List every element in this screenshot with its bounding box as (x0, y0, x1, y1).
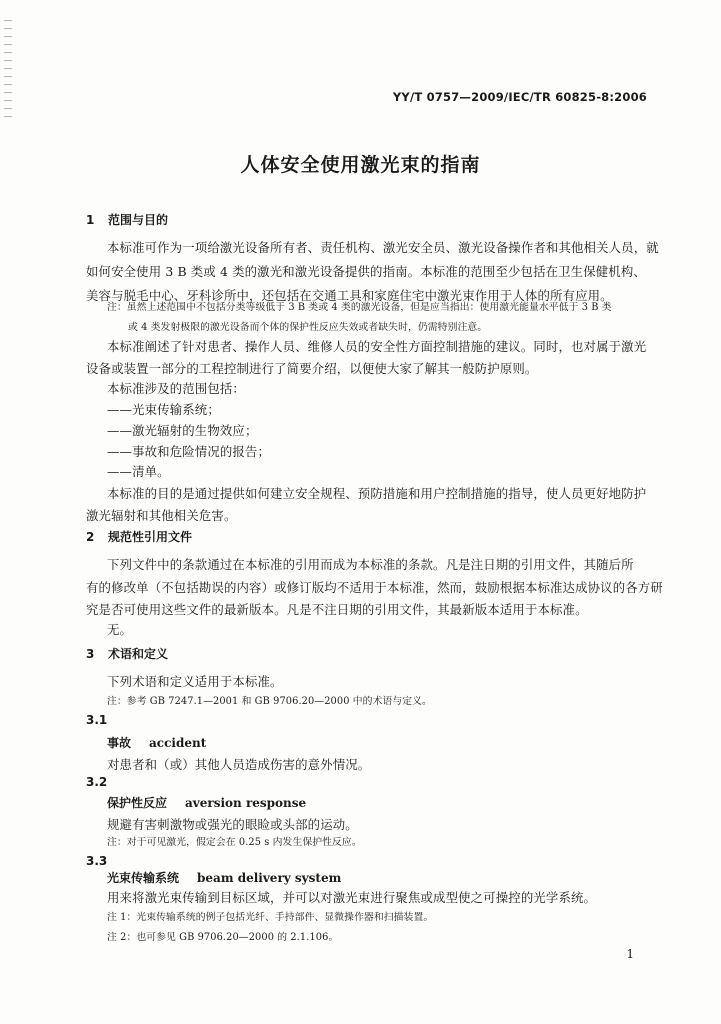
page-number: 1 (626, 947, 634, 961)
paragraph-line: 无。 (107, 622, 133, 637)
paragraph-line: 本标准涉及的范围包括： (107, 381, 245, 396)
note-line: 注 2：也可参见 GB 9706.20—2000 的 2.1.106。 (107, 932, 339, 943)
note-line: 或 4 类发射极限的激光设备而个体的保护性反应失效或者缺失时，仍需特别注意。 (128, 322, 488, 333)
note-line: 注：对于可见激光，假定会在 0.25 s 内发生保护性反应。 (107, 837, 362, 848)
paragraph-line: 本标准的目的是通过提供如何建立安全规程、预防措施和用户控制措施的指导，使人员更好地防护 (107, 486, 647, 501)
term-heading (107, 734, 206, 751)
paragraph-line: 本标准阐述了针对患者、操作人员、维修人员的安全性方面控制措施的建议。同时，也对属于激光 (107, 339, 647, 354)
section-3-heading (86, 645, 168, 662)
term-definition: 对患者和（或）其他人员造成伤害的意外情况。 (107, 757, 371, 772)
paragraph-line: 下列术语和定义适用于本标准。 (107, 674, 283, 689)
term-heading (107, 794, 306, 811)
clause-number: 3.3 (86, 854, 108, 868)
term-en: accident (149, 736, 207, 750)
section-number: 1 (86, 213, 95, 227)
page-title: 人体安全使用激光束的指南 (240, 154, 481, 176)
section-number: 2 (86, 530, 95, 544)
term-zh: 事故 (107, 736, 132, 750)
paragraph-line: 美容与脱毛中心、牙科诊所中，还包括在交通工具和家庭住宅中激光束作用于人体的所有应用。 (86, 288, 613, 303)
section-number: 3 (86, 647, 95, 661)
term-zh: 保护性反应 (107, 796, 168, 810)
clause-number: 3.2 (86, 775, 108, 789)
term-en: beam delivery system (197, 871, 342, 885)
section-1-heading (86, 211, 168, 228)
term-en: aversion response (185, 796, 307, 810)
term-definition: 规避有害刺激物或强光的眼睑或头部的运动。 (107, 817, 358, 832)
paragraph-line: 设备或装置一部分的工程控制进行了简要介绍，以便使大家了解其一般防护原则。 (86, 361, 538, 376)
section-title: 规范性引用文件 (108, 530, 193, 544)
term-heading (107, 869, 341, 886)
note-line: 注：虽然上述范围中不包括分类等级低于 3 B 类或 4 类的激光设备，但是应当指出：使用激光能量水平低于 3 B 类 (107, 302, 612, 313)
list-item: ——光束传输系统； (107, 402, 220, 417)
binding-marks (4, 20, 14, 130)
term-definition: 用来将激光束传输到目标区域，并可以对激光束进行聚焦或成型使之可操控的光学系统。 (107, 890, 597, 905)
list-item: ——激光辐射的生物效应； (107, 423, 258, 438)
paragraph-line: 究是否可使用这些文件的最新版本。凡是不注日期的引用文件，其最新版本适用于本标准。 (86, 602, 588, 617)
term-zh: 光束传输系统 (107, 871, 180, 885)
section-title: 范围与目的 (108, 213, 169, 227)
clause-number: 3.1 (86, 713, 108, 727)
paragraph-line: 激光辐射和其他相关危害。 (86, 508, 237, 523)
section-2-heading (86, 528, 192, 545)
list-item: ——事故和危险情况的报告； (107, 444, 271, 459)
section-title: 术语和定义 (108, 647, 169, 661)
note-line: 注 1：光束传输系统的例子包括光纤、手持部件、显微操作器和扫描装置。 (107, 912, 434, 923)
note-line: 注：参考 GB 7247.1—2001 和 GB 9706.20—2000 中的术语与定义。 (107, 696, 432, 707)
standard-number-header: YY/T 0757—2009/IEC/TR 60825-8:2006 (392, 90, 647, 104)
paragraph-line: 有的修改单（不包括勘误的内容）或修订版均不适用于本标准，然而，鼓励根据本标准达成协议的各方研 (86, 580, 663, 595)
paragraph-line: 下列文件中的条款通过在本标准的引用而成为本标准的条款。凡是注日期的引用文件，其随后所 (107, 557, 634, 572)
paragraph-line: 如何安全使用 3 B 类或 4 类的激光和激光设备提供的指南。本标准的范围至少包括在卫生保健机构、 (86, 264, 646, 279)
list-item: ——清单。 (107, 464, 170, 479)
paragraph-line: 本标准可作为一项给激光设备所有者、责任机构、激光安全员、激光设备操作者和其他相关人员，就 (107, 240, 659, 255)
